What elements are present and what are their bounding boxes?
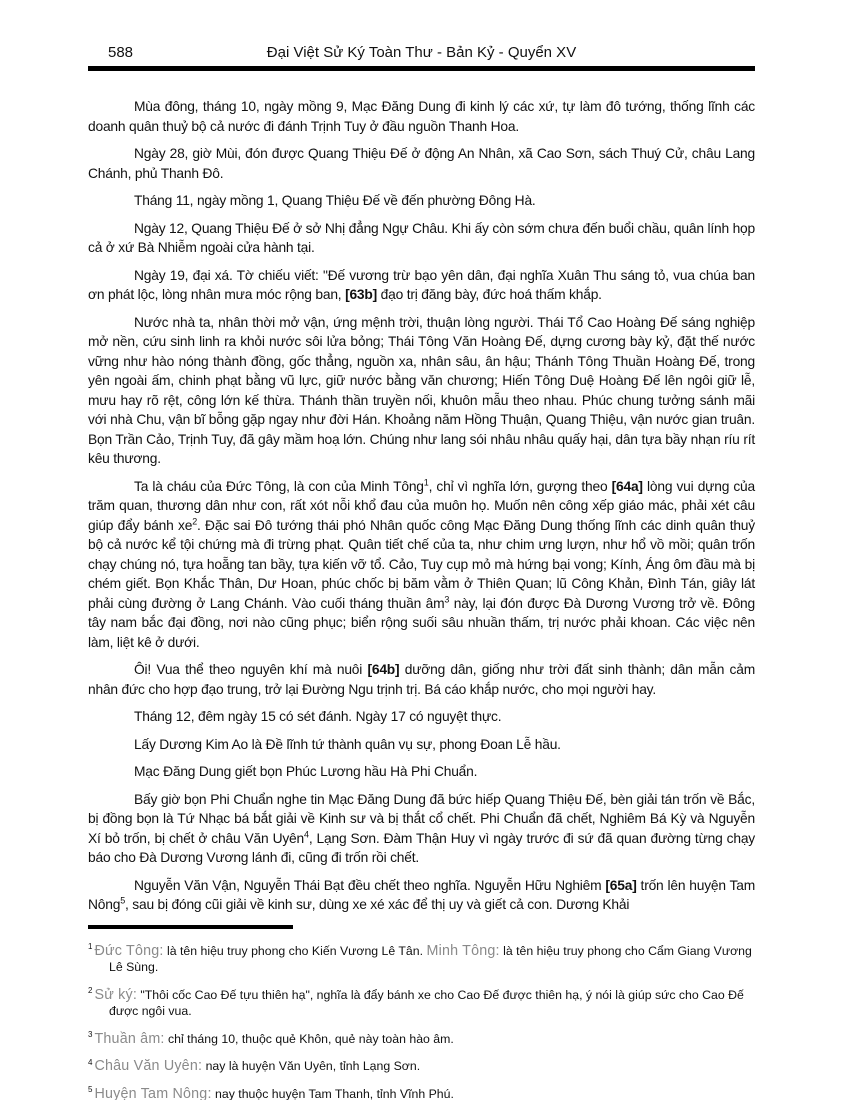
- footnote-ref: 1: [423, 476, 429, 487]
- footnote: $^3$ Thuần âm: chỉ tháng 10, thuộc quẻ Khôn, quẻ này toàn hào âm.: [88, 1030, 454, 1047]
- footnotes: [88, 943, 755, 1100]
- paragraph: Lấy Dương Kim Ao là Đề lĩnh tứ thành quân vụ sự, phong Đoan Lễ hầu.: [134, 736, 561, 752]
- paragraph: Ngày 28, giờ Mùi, đón được Quang Thiệu Đế ở động An Nhân, xã Cao Sơn, sách Thuý Cử, châu Lang Chánh, phủ Thanh Đô.: [88, 146, 755, 181]
- paragraph: Bấy giờ bọn Phi Chuẩn nghe tin Mạc Đăng Dung đã bức hiếp Quang Thiệu Đế, bèn giải tán trốn về Bắc, bị đồng bọn là Tứ Nhạc bá bắt giải về Kinh sư và bị thắt cổ chết. Phi Chuẩn đã chết, Nghiêm Bá Kỳ và Nguyễn Xí bỏ trốn, bị chết ở châu Văn Uyên$^4$, Lạng Sơn. Đàm Thận Huy vì ngày trước đi sứ đã quan đường từng chạy báo cho Đà Dương Vương lánh đi, cũng đi trốn rồi chết.: [88, 791, 756, 865]
- footnote: $^5$ Huyện Tam Nông: nay thuộc huyện Tam Thanh, tỉnh Vĩnh Phú.: [88, 1085, 454, 1100]
- folio-marker: [64b]: [367, 662, 400, 677]
- footnote-term: Sử ký:: [94, 986, 138, 1003]
- footnote-number: 5: [88, 1085, 93, 1095]
- footnote-number: 2: [88, 986, 93, 996]
- footnote-number: 1: [88, 942, 93, 952]
- paragraph: Ôi! Vua thể theo nguyên khí mà nuôi [64b] dưỡng dân, giống như trời đất sinh thành; dân mẫn cảm nhân đức cho hợp đạo trung, trở lại Đường Ngu trịnh trị. Bá cáo khắp nước, cho mọi người hay.: [88, 662, 755, 697]
- paragraph: Ngày 19, đại xá. Tờ chiếu viết: "Đế vương trừ bạo yên dân, đại nghĩa Xuân Thu sáng tỏ, vua chúa ban ơn phát lộc, lòng nhân mưa móc rộng ban, [63b] đạo trị đăng bày, đức hoá thấm khắp.: [88, 267, 755, 302]
- footnote-term: Châu Văn Uyên:: [94, 1058, 203, 1074]
- paragraph: Ngày 12, Quang Thiệu Đế ở sở Nhị đẳng Ngự Châu. Khi ấy còn sớm chưa đến buổi chầu, quân lính họp cả ở xứ Bà Nhiễm ngoài cửa hành tại.: [88, 220, 755, 255]
- folio-marker: [65a]: [605, 877, 637, 893]
- paragraph: Mạc Đăng Dung giết bọn Phúc Lương hầu Hà Phi Chuẩn.: [134, 764, 478, 779]
- footnote-ref: 5: [120, 895, 125, 906]
- paragraph: Mùa đông, tháng 10, ngày mồng 9, Mạc Đăng Dung đi kinh lý các xứ, tự làm đô tướng, thống lĩnh các doanh quân thuỷ bộ cả nước đi đánh Trịnh Tuy ở đầu nguồn Thanh Hoa.: [88, 99, 755, 134]
- paragraph: Tháng 11, ngày mồng 1, Quang Thiệu Đế về đến phường Đông Hà.: [134, 193, 536, 208]
- paragraph: Nguyễn Văn Vận, Nguyễn Thái Bạt đều chết theo nghĩa. Nguyễn Hữu Nghiêm [65a] trốn lên huyện Tam Nông$^5$, sau bị đóng cũi giải về kinh sư, dùng xe xé xác để thị uy và giết cả con. Dương Khải: [88, 877, 756, 912]
- footnote-number: 3: [88, 1030, 93, 1040]
- footnote-term: Huyện Tam Nông:: [94, 1085, 212, 1100]
- page-body: [88, 97, 755, 915]
- page-title: Đại Việt Sử Ký Toàn Thư - Bản Kỷ - Quyển XV: [266, 44, 577, 61]
- footnote-ref: 3: [444, 593, 450, 604]
- footnote: $^4$ Châu Văn Uyên: nay là huyện Văn Uyên, tỉnh Lạng Sơn.: [88, 1057, 421, 1074]
- footnote-ref: 2: [192, 515, 198, 526]
- folio-marker: [63b]: [345, 287, 378, 302]
- footnote-term: Minh Tông:: [426, 942, 500, 959]
- paragraph: Tháng 12, đêm ngày 15 có sét đánh. Ngày 17 có nguyệt thực.: [134, 709, 502, 724]
- footnote: $^1$ Đức Tông: là tên hiệu truy phong cho Kiến Vương Lê Tân. Minh Tông: là tên hiệu truy phong cho Cẩm Giang Vương Lê Sùng.: [88, 942, 752, 974]
- footnote-term: Đức Tông:: [94, 942, 164, 959]
- page-number: 588: [108, 44, 134, 61]
- footnote: $^2$ Sử ký: "Thôi cốc Cao Đế tựu thiên hạ", nghĩa là đẩy bánh xe cho Cao Đế được thiên hạ, ý nói là giúp sức cho Cao Đế được ngôi vua.: [88, 986, 744, 1018]
- folio-marker: [64a]: [611, 478, 643, 494]
- footnote-separator: [88, 925, 293, 929]
- paragraph: Nước nhà ta, nhân thời mở vận, ứng mệnh trời, thuận lòng người. Thái Tổ Cao Hoàng Đế sáng nghiệp mở nền, cứu sinh linh ra khỏi nước sôi lửa bỏng; Thái Tông Văn Hoàng Đế, dựng cương bày kỷ, đặt thế nước vững như hào nóng thành đồng, gốc thẳng, nguồn xa, nhân sâu, ân hậu; Thánh Tông Thuần Hoàng Đế, trong yên ngoài ấm, chinh phạt bằng vũ lực, giữ nước bằng văn chương; Hiến Tông Duệ Hoàng Đế lên ngôi giữ lễ, mưu hay rõ rệt, công lớn kế thừa. Thánh thần truyền nối, khuôn mẫu theo nhau. Phúc chung tưởng sánh mãi với nhà Chu, vận bĩ bỗng gặp ngay như đời Hán. Khoảng năm Hồng Thuận, Quang Thiệu, vận nước gian truân. Bọn Trần Cảo, Trịnh Tuy, đã gây mầm hoạ lớn. Chúng như lang sói nhâu nhâu quấy hại, dân tựa bầy nhạn ríu rít kêu thương.: [88, 314, 755, 466]
- footnote-ref: 4: [304, 828, 309, 839]
- paragraph: Ta là cháu của Đức Tông, là con của Minh Tông$^1$, chỉ vì nghĩa lớn, gượng theo [64a] lòng vui dựng của trăm quan, thương dân như con, rất xót nỗi khổ đau của muôn họ. Muốn nên công xếp giáo mác, phải xét câu giúp đẩy bánh $xe^2$. Đặc sai Đô tướng thái phó Nhân quốc công Mạc Đăng Dung thống lĩnh các dinh quân thuỷ bộ cả nước kể tội chứng mà đi trừng phạt. Quân tiết chế của ta, như chim ưng lượn, như hổ vồ mồi; quân trốn chạy chúng nó, tựa hoẵng tan bầy, tựa kiến vỡ tổ. Cảo, Tuy cụp mỏ mà hứng bại vong; Kính, Áng ôm đầu mà bị chém giết. Bọn Khắc Thân, Dư Hoan, phúc chốc bị băm vằm ở Thiên Quan; lũ Công Khản, Đình Tán, giây lát phải cùng đường ở Lang Chánh. Vào cuối tháng thuần $âm^3$ này, lại đón được Đà Dương Vương trở về. Đông tây nam bắc đại đồng, nơi nào cũng phục; biển rộng suối sâu nhuần thấm, trị nước phải khoan. Các việc nên làm, liệt kê ở dưới.: [88, 476, 755, 650]
- footnote-term: Thuần âm:: [94, 1030, 165, 1047]
- page-header: [88, 0, 755, 71]
- footnote-number: 4: [88, 1057, 93, 1067]
